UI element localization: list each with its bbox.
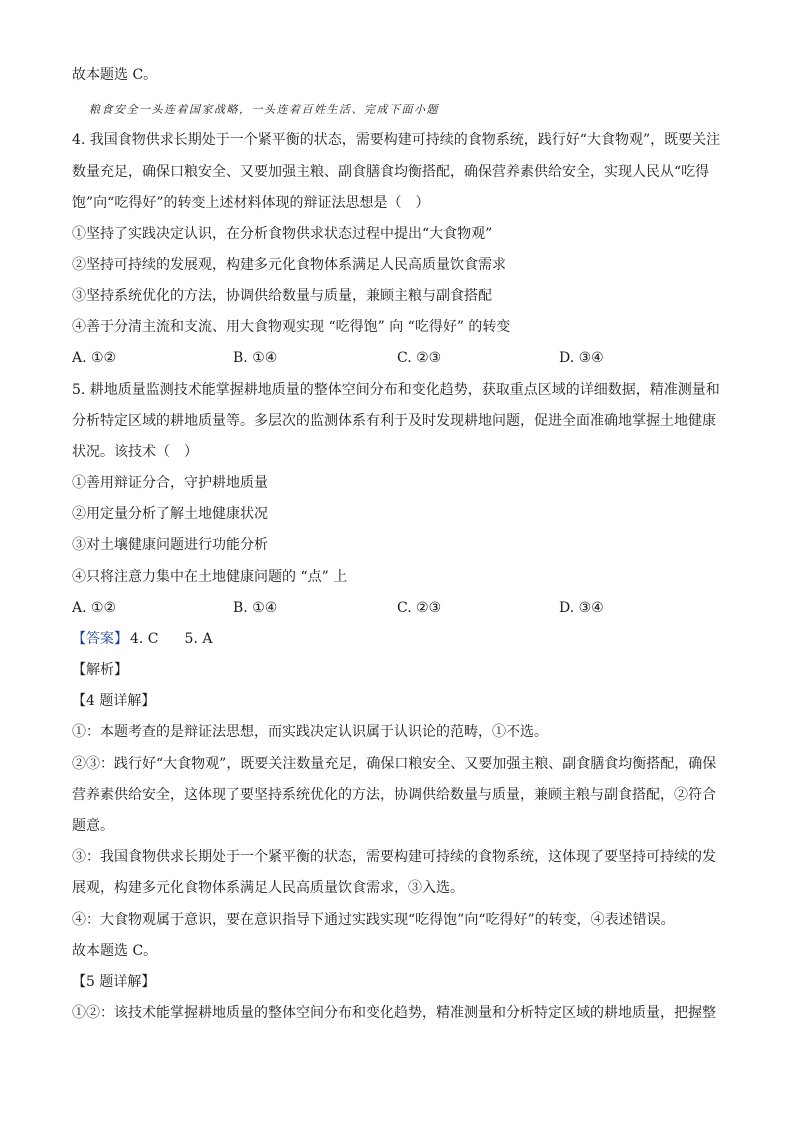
question-5-statement-2: ②用定量分析了解土地健康状况 — [72, 506, 268, 522]
option-d: D. ③④ — [559, 350, 604, 366]
question-4-statement-4: ④善于分清主流和支流、用大食物观实现 “吃得饱” 向 “吃得好” 的转变 — [72, 319, 511, 335]
question-4-detail-heading: 【4 题详解】 — [72, 693, 156, 709]
question-4-stem-line: 数量充足，确保口粮安全、又要加强主粮、副食膳食均衡搭配，确保营养素供给安全，实现人民从“吃得 — [72, 164, 710, 180]
answer-4: 4. C — [130, 631, 159, 647]
option-a: A. ①② — [72, 350, 117, 366]
analysis-heading: 【解析】 — [72, 662, 128, 678]
question-4-stem-line: 饱”向“吃得好”的转变上述材料体现的辩证法思想是（ ） — [72, 195, 430, 211]
analysis-line: ①：本题考查的是辩证法思想，而实践决定认识属于认识论的范畴，①不选。 — [72, 724, 548, 740]
answer-line — [72, 630, 212, 648]
answer-5: 5. A — [184, 631, 213, 647]
question-4-stem-line: 4. 我国食物供求长期处于一个紧平衡的状态，需要构建可持续的食物系统，践行好“大食物观”，既要关注 — [72, 132, 721, 148]
option-c: C. ②③ — [397, 600, 442, 616]
analysis-line: ③：我国食物供求长期处于一个紧平衡的状态，需要构建可持续的食物系统，这体现了要坚持可持续的发 — [72, 849, 716, 865]
analysis-line: 题意。 — [72, 818, 114, 834]
question-4-statement-1: ①坚持了实践决定认识，在分析食物供求状态过程中提出“大食物观” — [72, 226, 493, 242]
option-b: B. ①④ — [233, 600, 278, 616]
question-5-stem-line: 分析特定区域的耕地质量等。多层次的监测体系有利于及时发现耕地问题，促进全面准确地掌握土地健康 — [72, 413, 716, 429]
question-4-options — [72, 349, 722, 367]
analysis-line: ④：大食物观属于意识，要在意识指导下通过实践实现“吃得饱”向“吃得好”的转变，④表述错误。 — [72, 912, 675, 928]
question-5-statement-3: ③对土壤健康问题进行功能分析 — [72, 537, 268, 553]
question-4-statement-3: ③坚持系统优化的方法，协调供给数量与质量，兼顾主粮与副食搭配 — [72, 288, 492, 304]
option-c: C. ②③ — [397, 350, 442, 366]
question-5-stem-line: 5. 耕地质量监测技术能掌握耕地质量的整体空间分布和变化趋势，获取重点区域的详细数据，精准测量和 — [72, 382, 720, 398]
question-5-statement-1: ①善用辩证分合，守护耕地质量 — [72, 475, 268, 491]
option-d: D. ③④ — [559, 600, 604, 616]
analysis-line: 营养素供给安全，这体现了要坚持系统优化的方法，协调供给数量与质量，兼顾主粮与副食搭配，②符合 — [72, 787, 716, 803]
conclusion-line: 故本题选 C。 — [72, 943, 158, 959]
question-5-statement-4: ④只将注意力集中在土地健康问题的 “点” 上 — [72, 569, 348, 585]
question-4-statement-2: ②坚持可持续的发展观，构建多元化食物体系满足人民高质量饮食需求 — [72, 257, 506, 273]
answer-tag: 【答案】 — [72, 631, 128, 647]
option-a: A. ①② — [72, 600, 117, 616]
question-5-detail-heading: 【5 题详解】 — [72, 974, 156, 990]
conclusion-line: 故本题选 C。 — [72, 67, 158, 83]
analysis-line: ①②：该技术能掌握耕地质量的整体空间分布和变化趋势，精准测量和分析特定区域的耕地质量，把握整 — [72, 1005, 716, 1021]
question-5-options — [72, 599, 722, 617]
option-b: B. ①④ — [233, 350, 278, 366]
lead-in-stem: 粮食安全一头连着国家战略，一头连着百姓生活、完成下面小题 — [89, 103, 439, 116]
question-5-stem-line: 状况。该技术（ ） — [72, 444, 198, 460]
analysis-line: 展观，构建多元化食物体系满足人民高质量饮食需求，③入选。 — [72, 880, 464, 896]
analysis-line: ②③：践行好“大食物观”，既要关注数量充足，确保口粮安全、又要加强主粮、副食膳食均衡搭配，确保 — [72, 756, 717, 772]
